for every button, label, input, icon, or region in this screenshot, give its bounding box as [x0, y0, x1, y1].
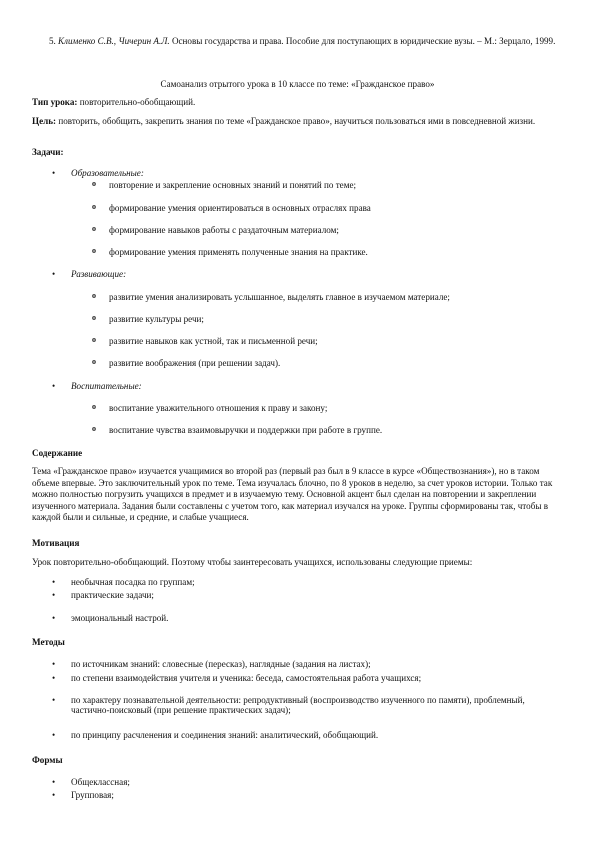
task-item: o повторение и закрепление основных знаний и понятий по теме; [109, 180, 549, 190]
reference-text: Основы государства и права. Пособие для поступающих в юридические вузы. – М.: Зерцало, 1999. [169, 36, 556, 46]
lesson-goal [32, 116, 567, 128]
task-item: o формирование умения ориентироваться в основных отраслях права [109, 203, 549, 213]
task-item: o развитие навыков как устной, так и письменной речи; [109, 336, 549, 346]
task-item: o развитие культуры речи; [109, 314, 549, 324]
reference-authors: Клименко С.В., Чичерин А.Л. [58, 36, 170, 46]
lesson-type-value: повторительно-обобщающий. [77, 97, 196, 107]
methods-heading: Методы [32, 637, 65, 647]
motivation-text: Урок повторительно-обобщающий. Поэтому чтобы заинтересовать учащихся, использованы следующие приемы: [32, 557, 473, 567]
task-item: o развитие воображения (при решении задач). [109, 358, 549, 368]
lesson-type-label: Тип урока: [32, 97, 78, 107]
goal-value: повторить, обобщить, закрепить знания по теме «Гражданское право», научиться пользоваться ими в повседневной жизни. [56, 116, 536, 126]
task-item: o формирование умения применять полученные знания на практике. [109, 247, 549, 257]
lesson-type [32, 97, 567, 109]
task-group-name: Воспитательные: [71, 381, 142, 391]
task-group-name: Образовательные: [71, 168, 144, 178]
task-item: o воспитание уважительного отношения к праву и закону; [109, 403, 549, 413]
task-item: o формирование навыков работы с раздаточным материалом; [109, 225, 549, 235]
reference-number: 5. [49, 36, 56, 46]
content-heading: Содержание [32, 448, 83, 458]
task-group-name: Развивающие: [71, 269, 127, 279]
task-item: o воспитание чувства взаимовыручки и поддержки при работе в группе. [109, 425, 549, 435]
motivation-heading: Мотивация [32, 538, 80, 548]
tasks-heading: Задачи: [32, 147, 64, 157]
content-text: Тема «Гражданское право» изучается учащимися во второй раз (первый раз был в 9 классе в курсе «Обществознания»), но в таком объеме впервые. Это заключительный урок по теме. Тема изучалась блочно, по 8 уроков в неделю, за счет уроков истории. Только так можно полностью погрузить учащихся в предмет и в изучаемую тему. Основной акцент был сделан на повторении и закреплении изученного материала. Задания были составлены с учетом того, как материал изучался на уроке. Группы сформированы так, чтобы в каждой были и сильные, и средние, и слабые учащиеся. [32, 466, 553, 522]
page-title: Самоанализ отрытого урока в 10 классе по теме: «Гражданское право» [160, 79, 435, 89]
reference-entry [49, 36, 568, 48]
goal-label: Цель: [32, 116, 57, 126]
forms-heading: Формы [32, 755, 63, 765]
document-page: 5. Клименко С.В., Чичерин А.Л. Основы государства и права. Пособие для поступающих в юридические вузы. – М.: Зерцало, 1999. Самоанализ отрытого урока в 10 классе по теме: «Гражданское право» Тип урока: повторительно-обобщающий. Цель: повторить, обобщить, закрепить знания по теме «Гражданское право», научиться пользоваться ими в повседневной жизни. Задачи: Образовательные: o повторение и закрепление основных знаний и понятий по теме; o формирование умения ориентироваться в основных отраслях права o формирование навыков работы с раздаточным материалом; o формирование умения применять полученные знания на практике. Развивающие: o развитие умения анализировать услышанное, выделять главное в изучаемом материале; o развитие культуры речи; o развитие навыков как устной, так и письменной речи; o развитие воображения (при решении задач). Воспитательные: o воспитание уважительного отношения к праву и закону; o воспитание чувства взаимовыручки и поддержки при работе в группе. Содержание Тема «Гражданское право» изучается учащимися во второй раз (первый раз был в 9 классе в курсе «Обществознания»), но в таком объеме впервые. Это заключительный урок по теме. Тема изучалась блочно, по 8 уроков в неделю, за счет уроков истории. Только так можно полностью погрузить учащихся в предмет и в изучаемую тему. Основной акцент был сделан на повторении и закреплении изученного материала. Задания были составлены с учетом того, как материал изучался на уроке. Группы сформированы так, чтобы в каждой были и сильные, и средние, и слабые учащиеся. Мотивация Урок повторительно-обобщающий. Поэтому чтобы заинтересовать учащихся, использованы следующие приемы: необычная посадка по группам; практические задачи; эмоциональный настрой. Методы по источникам знаний: словесные (пересказ), наглядные (задания на листах); по степени взаимодействия учителя и ученика: беседа, самостоятельная работа учащихся; по характеру познавательной деятельности: репродуктивный (воспроизводство изученного по памяти), проблемный, частично-поисковый (при решение практических задач); по принципу расчленения и соединения знаний: аналитический, обобщающий. Формы Общеклассная; Групповая; [0, 0, 595, 842]
task-item: o развитие умения анализировать услышанное, выделять главное в изучаемом материале; [109, 292, 549, 302]
